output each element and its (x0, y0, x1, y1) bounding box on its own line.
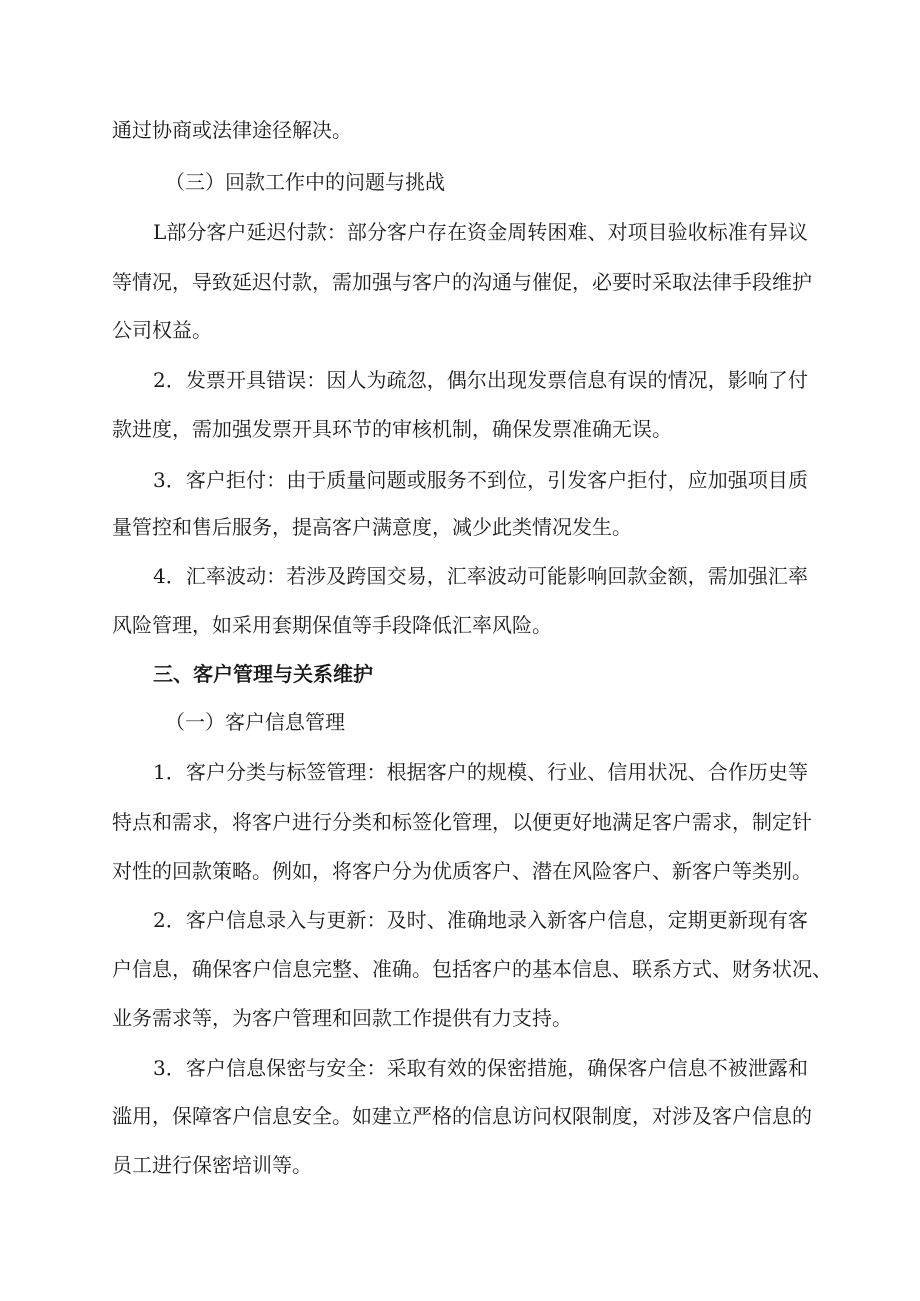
paragraph-line: 等情况，导致延迟付款，需加强与客户的沟通与催促，必要时采取法律手段维护 (112, 270, 812, 294)
paragraph-line: 对性的回款策略。例如，将客户分为优质客户、潜在风险客户、新客户等类别。 (112, 859, 812, 883)
paragraph-line: L部分客户延迟付款：部分客户存在资金周转困难、对项目验收标准有异议 (153, 220, 808, 244)
paragraph-line: 1．客户分类与标签管理：根据客户的规模、行业、信用状况、合作历史等 (153, 760, 808, 784)
paragraph-line: 特点和需求，将客户进行分类和标签化管理，以便更好地满足客户需求，制定针 (112, 810, 812, 834)
section-heading: 三、客户管理与关系维护 (153, 662, 373, 686)
paragraph-line: 3．客户信息保密与安全：采取有效的保密措施，确保客户信息不被泄露和 (153, 1056, 808, 1080)
paragraph-line: 员工进行保密培训等。 (112, 1153, 312, 1177)
subsection-heading: （一）客户信息管理 (165, 710, 345, 734)
paragraph-line: 户信息，确保客户信息完整、准确。包括客户的基本信息、联系方式、财务状况、 (112, 957, 832, 981)
paragraph-line: 2．客户信息录入与更新：及时、准确地录入新客户信息，定期更新现有客 (153, 908, 808, 932)
paragraph-line: 风险管理，如采用套期保值等手段降低汇率风险。 (112, 613, 552, 637)
paragraph-line: 量管控和售后服务，提高客户满意度，减少此类情况发生。 (112, 515, 632, 539)
paragraph-line: 款进度，需加强发票开具环节的审核机制，确保发票准确无误。 (112, 417, 672, 441)
paragraph-line: 公司权益。 (112, 318, 212, 342)
paragraph-line: 3．客户拒付：由于质量问题或服务不到位，引发客户拒付，应加强项目质 (153, 468, 808, 492)
subsection-heading: （三）回款工作中的问题与挑战 (165, 170, 445, 194)
paragraph-line: 滥用，保障客户信息安全。如建立严格的信息访问权限制度，对涉及客户信息的 (112, 1104, 812, 1128)
paragraph-line: 通过协商或法律途径解决。 (112, 118, 352, 142)
paragraph-line: 2．发票开具错误：因人为疏忽，偶尔出现发票信息有误的情况，影响了付 (153, 368, 808, 392)
paragraph-line: 业务需求等，为客户管理和回款工作提供有力支持。 (112, 1006, 572, 1030)
paragraph-line: 4．汇率波动：若涉及跨国交易，汇率波动可能影响回款金额，需加强汇率 (153, 564, 808, 588)
